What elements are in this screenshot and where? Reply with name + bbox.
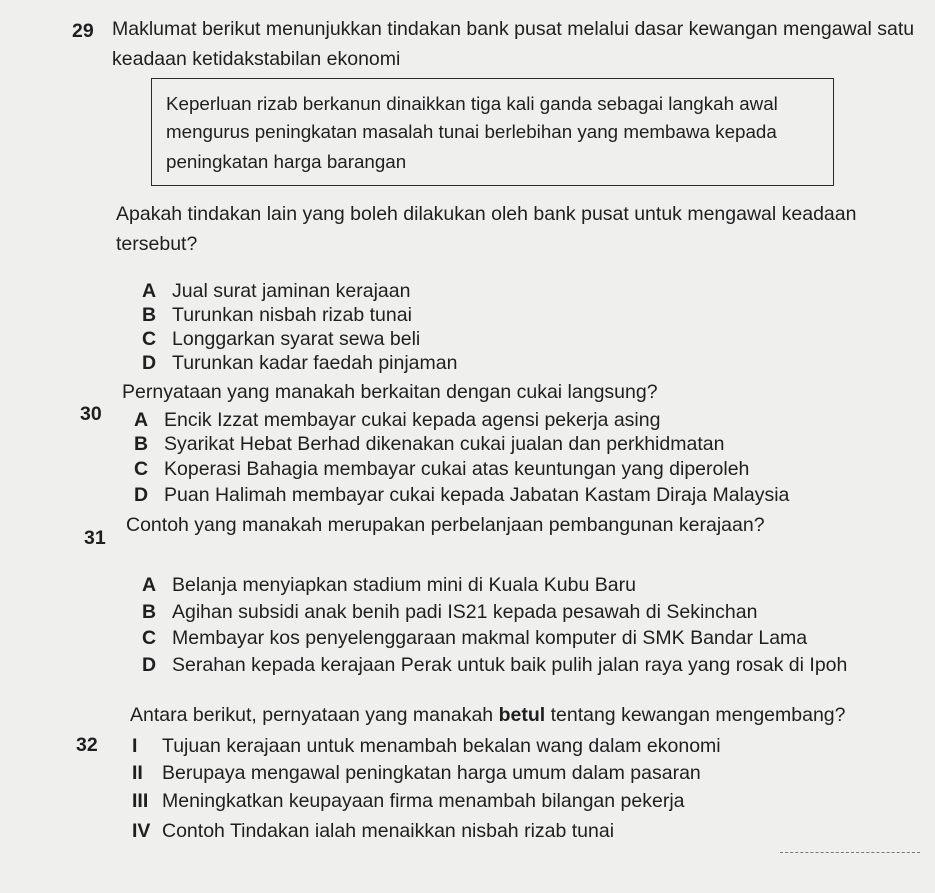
option-text: Turunkan nisbah rizab tunai <box>172 304 412 326</box>
question-32-item-iii <box>132 790 685 813</box>
option-text: Longgarkan syarat sewa beli <box>172 328 421 350</box>
question-30-option-a[interactable] <box>134 409 660 432</box>
question-30-option-d[interactable] <box>134 484 789 507</box>
question-29-stem-line2: keadaan ketidakstabilan ekonomi <box>112 48 401 70</box>
question-29-stem-line1: Maklumat berikut menunjukkan tindakan bank pusat melalui dasar kewangan mengawal satu <box>112 18 915 40</box>
option-label: B <box>142 601 157 623</box>
question-29-option-c[interactable] <box>142 328 420 351</box>
question-29-info-box <box>151 78 834 186</box>
question-29-option-d[interactable] <box>142 352 457 375</box>
question-31-option-b[interactable] <box>142 601 757 624</box>
question-31-option-d[interactable] <box>142 654 847 677</box>
option-text: Membayar kos penyelenggaraan makmal komputer di SMK Bandar Lama <box>172 627 808 649</box>
question-30-number: 30 <box>80 403 102 425</box>
question-32-stem-pre: Antara berikut, pernyataan yang manakah <box>130 704 499 726</box>
option-text: Encik Izzat membayar cukai kepada agensi pekerja asing <box>164 409 661 431</box>
item-text: Contoh Tindakan ialah menaikkan nisbah rizab tunai <box>162 820 615 842</box>
question-32-item-iv <box>132 820 614 843</box>
question-31-option-c[interactable] <box>142 627 807 650</box>
option-text: Koperasi Bahagia membayar cukai atas keuntungan yang diperoleh <box>164 458 750 480</box>
item-label: IV <box>132 820 151 842</box>
question-30-stem: Pernyataan yang manakah berkaitan dengan cukai langsung? <box>122 381 658 403</box>
option-text: Belanja menyiapkan stadium mini di Kuala Kubu Baru <box>172 574 636 596</box>
item-label: I <box>132 735 138 757</box>
question-32-number: 32 <box>76 734 98 756</box>
question-32-stem-emphasis: betul <box>498 704 546 726</box>
info-box-line2: mengurus peningkatan masalah tunai berlebihan yang membawa kepada <box>166 121 777 142</box>
option-label: D <box>142 654 157 676</box>
option-label: A <box>142 574 157 596</box>
item-text: Berupaya mengawal peningkatan harga umum dalam pasaran <box>162 762 701 784</box>
info-box-line1: Keperluan rizab berkanun dinaikkan tiga kali ganda sebagai langkah awal <box>166 93 778 114</box>
question-29-option-b[interactable] <box>142 304 412 327</box>
question-30-option-b[interactable] <box>134 433 724 456</box>
option-label: D <box>134 484 149 506</box>
question-30-option-c[interactable] <box>134 458 749 481</box>
question-31-stem: Contoh yang manakah merupakan perbelanjaan pembangunan kerajaan? <box>126 514 765 536</box>
option-label: C <box>142 627 157 649</box>
option-label: D <box>142 352 157 374</box>
option-label: C <box>142 328 157 350</box>
item-label: III <box>132 790 149 812</box>
question-32-item-ii <box>132 762 701 785</box>
question-29-number: 29 <box>72 20 94 42</box>
option-text: Serahan kepada kerajaan Perak untuk baik pulih jalan raya yang rosak di Ipoh <box>172 654 848 676</box>
question-32-stem-post: tentang kewangan mengembang? <box>545 704 846 726</box>
option-text: Puan Halimah membayar cukai kepada Jabatan Kastam Diraja Malaysia <box>164 484 790 506</box>
question-29-ask-line1: Apakah tindakan lain yang boleh dilakukan oleh bank pusat untuk mengawal keadaan <box>116 203 857 225</box>
question-32-stem <box>130 704 845 727</box>
item-label: II <box>132 762 143 784</box>
option-text: Syarikat Hebat Berhad dikenakan cukai jualan dan perkhidmatan <box>164 433 725 455</box>
option-label: C <box>134 458 149 480</box>
question-32-item-i <box>132 735 721 758</box>
option-label: B <box>134 433 149 455</box>
dashed-divider <box>780 852 920 853</box>
question-31-option-a[interactable] <box>142 574 636 597</box>
option-label: A <box>142 280 157 302</box>
option-text: Jual surat jaminan kerajaan <box>172 280 411 302</box>
question-31-number: 31 <box>84 527 106 549</box>
item-text: Tujuan kerajaan untuk menambah bekalan wang dalam ekonomi <box>162 735 721 757</box>
question-29-ask-line2: tersebut? <box>116 233 198 255</box>
info-box-line3: peningkatan harga barangan <box>166 151 407 172</box>
option-label: B <box>142 304 157 326</box>
option-text: Turunkan kadar faedah pinjaman <box>172 352 458 374</box>
item-text: Meningkatkan keupayaan firma menambah bilangan pekerja <box>162 790 685 812</box>
question-29-option-a[interactable] <box>142 280 410 303</box>
option-label: A <box>134 409 149 431</box>
option-text: Agihan subsidi anak benih padi IS21 kepada pesawah di Sekinchan <box>172 601 758 623</box>
